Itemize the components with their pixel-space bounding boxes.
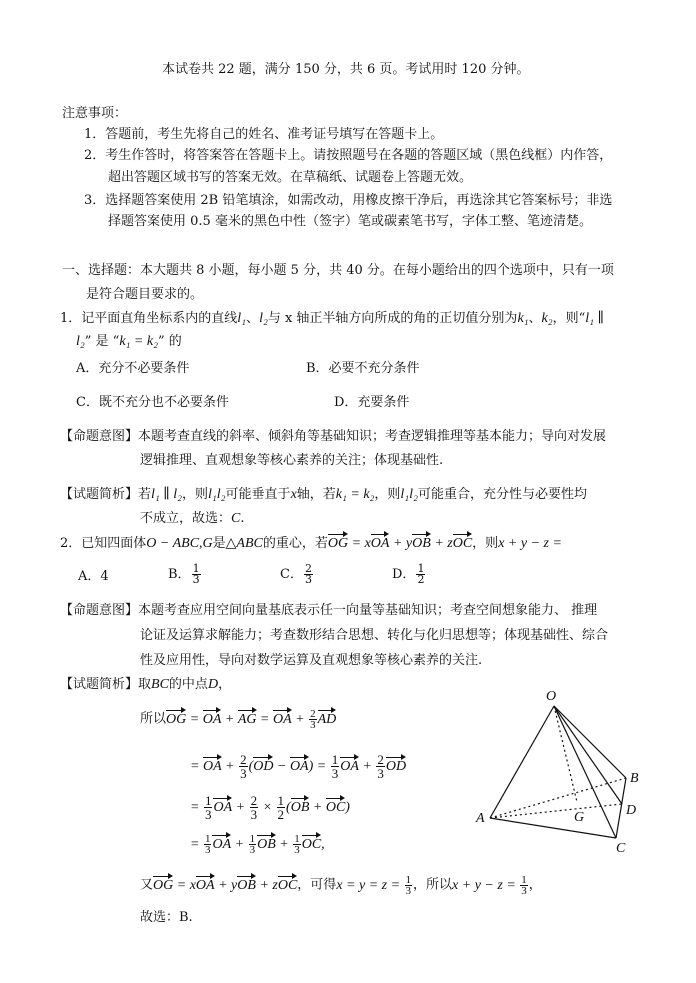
label-d: D xyxy=(626,803,637,818)
label-a: A xyxy=(476,811,485,826)
q1-option-a: A．充分不必要条件 xyxy=(76,361,190,376)
q2-derivation-2: = OA + $\frac{2}{3}$ (OD − OA) = $\frac{1}{3}$ OA + $\frac{2}{3}$ OD xyxy=(190,752,407,781)
q2-option-d: D． $\frac{1}{2}$ xyxy=(392,562,425,586)
q1-intent-cont: 逻辑推理、直观想象等核心素养的关注；体现基础性. xyxy=(140,453,444,468)
intent-label: 【命题意图】 xyxy=(60,429,139,444)
q2-option-b: B． $\frac{1}{3}$ xyxy=(168,562,200,586)
q1-option-d: D．充要条件 xyxy=(334,395,410,410)
exam-intro: 本试卷共 22 题，满分 150 分，共 6 页。考试用时 120 分钟。 xyxy=(162,62,530,77)
q2-intent-cont1: 论证及运算求解能力；考查数形结合思想、转化与化归思想等；体现基础性、综合 xyxy=(140,628,609,643)
intent-label: 【命题意图】 xyxy=(60,603,139,618)
edge-og-dashed xyxy=(554,706,577,802)
notice-item-3: 3．选择题答案使用 2B 铅笔填涂，如需改动，用橡皮擦干净后，再选涂其它答案标号；非选 xyxy=(84,193,613,208)
tetrahedron-diagram xyxy=(470,686,650,856)
q2-derivation-4: = $\frac{1}{3}$ OA + $\frac{1}{3}$ OB + $\frac{1}{3}$ OC, xyxy=(190,833,325,856)
analysis-label: 【试题简析】 xyxy=(60,487,139,502)
section-heading: 一、选择题：本大题共 8 小题，每小题 5 分，共 40 分。在每小题给出的四个选项中，只有一项 xyxy=(62,263,614,278)
edge-ad-dashed xyxy=(490,804,622,818)
label-g: G xyxy=(574,810,585,825)
notice-item-2-cont: 超出答题区域书写的答案无效。在草稿纸、试题卷上答题无效。 xyxy=(108,170,473,185)
notice-item-2: 2．考生作答时，将答案答在答题卡上。请按照题号在各题的答题区域（黑色线框）内作答， xyxy=(84,148,613,163)
notice-item-1: 1．答题前，考生先将自己的姓名、准考证号填写在答题卡上。 xyxy=(84,127,444,142)
section-heading-cont: 是符合题目要求的。 xyxy=(86,287,204,302)
q1-intent: 【命题意图】本题考查直线的斜率、倾斜角等基础知识；考查逻辑推理等基本能力；导向对发展 xyxy=(60,429,607,444)
edge-od xyxy=(554,706,622,804)
q1-option-b: B．必要不充分条件 xyxy=(306,361,420,376)
q1-stem: 1．记平面直角坐标系内的直线l₁、l₂与 x 轴正半轴方向所成的角的正切值分别为k₁、k₂，则“l₁ ∥ xyxy=(60,311,605,326)
q2-derivation-3: = $\frac{1}{3}$ OA + $\frac{2}{3}$ × $\frac{1}{2}$ (OB + OC) xyxy=(190,793,350,822)
label-b: B xyxy=(630,771,639,786)
analysis-label: 【试题简析】 xyxy=(60,677,139,692)
edge-ob xyxy=(554,706,626,778)
q2-intent-cont2: 性及应用性，导向对数学运算及直观想象等核心素养的关注. xyxy=(140,653,483,668)
q2-answer: 故选：B. xyxy=(140,910,193,925)
q2-analysis: 【试题简析】取BC的中点D， xyxy=(60,677,232,692)
edge-ab-dashed xyxy=(490,778,626,818)
q1-option-c: C．既不充分也不必要条件 xyxy=(76,395,229,410)
edge-bc xyxy=(616,778,626,838)
q1-analysis-cont: 不成立，故选：C. xyxy=(140,511,245,526)
q1-analysis: 【试题简析】若l₁ ∥ l₂，则l₁l₂可能垂直于x轴，若k₁ = k₂，则l₁l₂可能重合，充分性与必要性均 xyxy=(60,487,587,502)
q2-option-a: A．4 xyxy=(78,569,109,584)
q2-vector-equation: OG = xOA + yOB + zOC xyxy=(327,536,473,551)
q2-stem: 2．已知四面体O − ABC,G是△ABC的重心，若OG = xOA + yOB + zOC，则x + y − z = xyxy=(60,536,562,551)
q1-stem-cont: l₂” 是 “k₁ = k₂” 的 xyxy=(76,334,182,349)
label-o: O xyxy=(546,689,557,704)
edge-oa xyxy=(490,706,554,818)
q2-conclusion: 又OG = xOA + yOB + zOC，可得x = y = z = $\frac{1}{3}$ ，所以x + y − z = $\frac{1}{3}$ ， xyxy=(140,874,542,897)
edge-oc xyxy=(554,706,616,838)
q2-intent: 【命题意图】本题考查应用空间向量基底表示任一向量等基础知识；考查空间想象能力、 推理 xyxy=(60,603,598,618)
edge-ac xyxy=(490,818,616,838)
q2-option-c: C． $\frac{2}{3}$ xyxy=(280,562,312,586)
notice-item-3-cont: 择题答案使用 0.5 毫米的黑色中性（签字）笔或碳素笔书写，字体工整、笔迹清楚。 xyxy=(108,214,592,229)
label-c: C xyxy=(616,841,626,856)
notice-title: 注意事项： xyxy=(62,106,128,121)
q2-derivation-1: 所以OG = OA + AG = OA + $\frac{2}{3}$ AD xyxy=(140,708,337,731)
